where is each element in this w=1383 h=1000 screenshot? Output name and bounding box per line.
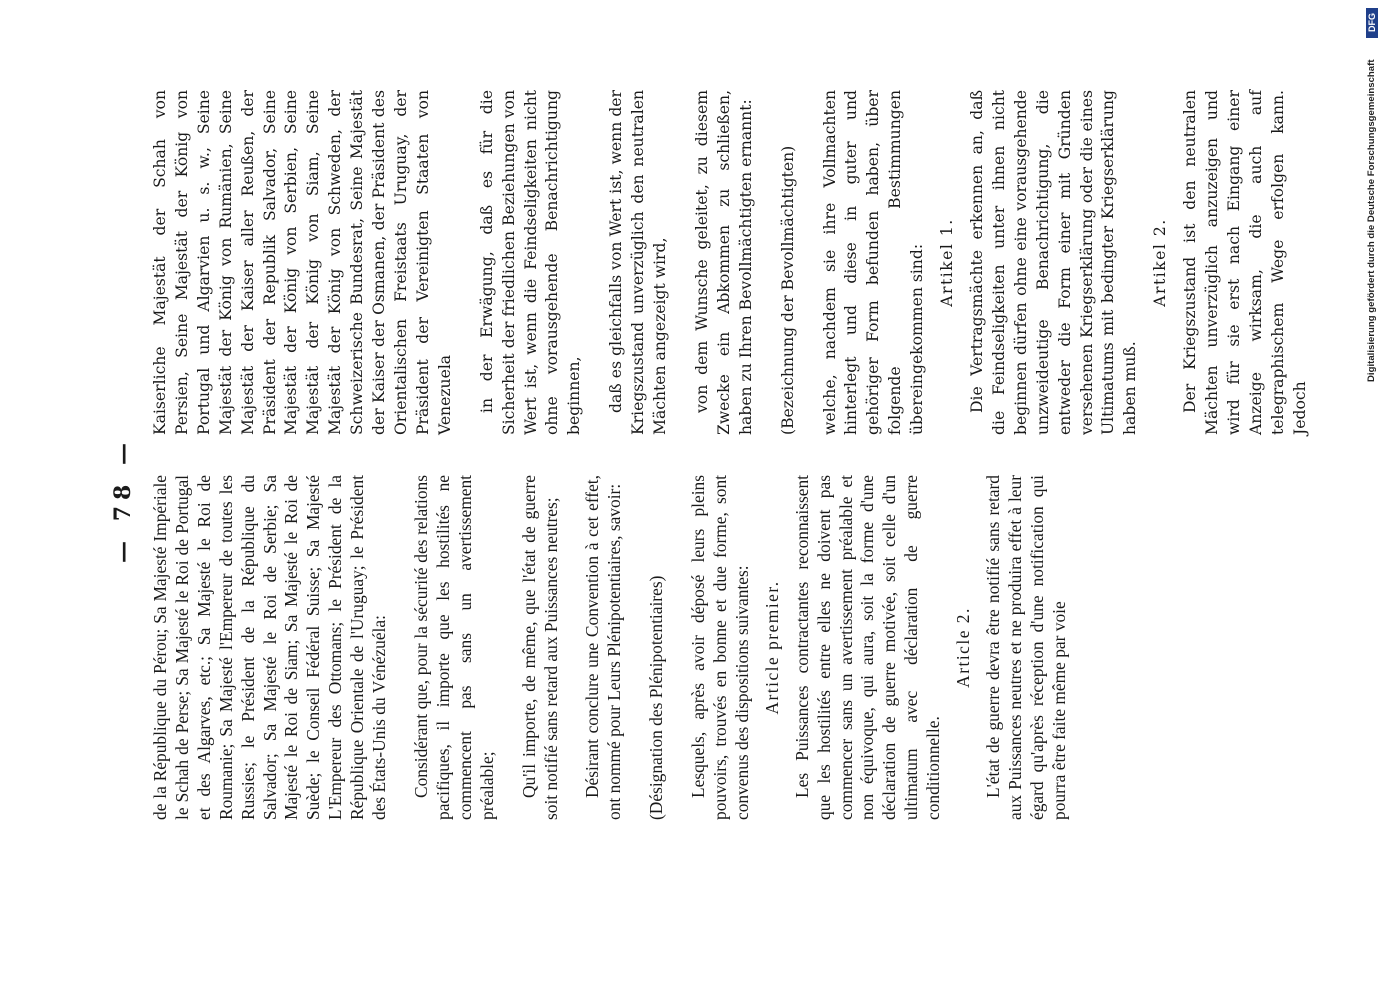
paragraph-spacer [457,90,477,435]
paragraph-spacer [562,475,582,820]
paragraph-spacer [1142,90,1150,435]
paragraph-spacer [499,475,519,820]
text-paragraph: daß es gleichfalls von Wert ist, wenn der Kriegszustand unverzüglich den neutralen Mächten angezeigt wird, [607,90,670,435]
text-paragraph: Kaiserliche Majestät der Schah von Persien, Seine Majestät der König von Portugal und Algarvien u. s. w., Seine Majestät der König von Rumänien, Seine Majestät der Kaiser aller Reußen, der Präsident der Republik Salvador, Seine Majestät der König von Serbien, Seine Majestät der König von Siam, Seine Majestät der König von Schweden, der Schweizerische Bundesrat, Seine Majestät der Kaiser der Osmanen, der Präsident des Orientalischen Freistaats Uruguay, der Präsident der Vereinigten Staaten von Venezuela [151,90,454,435]
article-heading: Artikel 1. [938,218,957,307]
paragraph-spacer [800,90,820,435]
text-paragraph: welche, nachdem sie ihre Vollmachten hinterlegt und diese in guter und gehöriger Form befunden haben, über folgende Bestimmungen übereingekommen sind: [820,90,927,435]
text-paragraph: Der Kriegszustand ist den neutralen Mächten unverzüglich anzuzeigen und wird für sie erst nach Eingang einer Anzeige wirksam, die auch auf telegraphischem Wege erfolgen kann. Jedoch [1181,90,1309,435]
paragraph-spacer [959,90,967,435]
text-paragraph: Désirant conclure une Convention à cet effet, ont nommé pour Leurs Plénipotentiaires, savoir: [582,475,625,820]
page-number: — 78 — [110,437,136,563]
article-heading: Article 2. [953,607,974,688]
text-paragraph: Qu'il importe, de même, que l'état de guerre soit notifié sans retard aux Puissances neutres; [518,475,561,820]
text-paragraph: Les Puissances contractantes reconnaissent que les hostilités entre elles ne doivent pas commencer sans un avertissement préalable et non équivoque, qui aura, soit la forme d'une déclaration de guerre motivée, soit celle d'un ultimatum avec déclaration de guerre conditionnelle. [791,475,944,820]
paragraph-spacer [668,475,688,820]
text-paragraph: (Bezeichnung der Bevollmächtigten) [778,145,797,435]
text-paragraph: Considérant que, pour la sécurité des relations pacifiques, il importe que les hostilités ne commencent pas sans un avertissement préalable; [410,475,497,820]
text-paragraph: (Désignation des Plénipotentiaires) [646,575,667,820]
paragraph-spacer [672,90,692,435]
article-heading: Article premier. [761,580,782,715]
paragraph-spacer [945,475,953,820]
paragraph-spacer [1172,90,1180,435]
article-heading: Artikel 2. [1151,218,1170,307]
paragraph-spacer [391,475,411,820]
paragraph-spacer [754,475,762,820]
french-column [150,475,1071,820]
paragraph-spacer [586,90,606,435]
paragraph-spacer [626,475,646,820]
digitization-credit: Digitalisierung gefördert durch die Deutsche Forschungsgemeinschaft [1366,59,1377,382]
german-column [150,90,1312,435]
text-paragraph: Die Vertragsmächte erkennen an, daß die Feindseligkeiten unter ihnen nicht beginnen dürfen ohne eine vorausgehende unzweideutige Benachrichtigung, die entweder die Form einer mit Gründen versehenen Kriegserklärung oder die eines Ultimatums mit bedingter Kriegserklärung haben muß. [968,90,1140,435]
text-paragraph: de la République du Pérou; Sa Majesté Impériale le Schah de Perse; Sa Majesté le Roi de Portugal et des Algarves, etc.; Sa Majesté le Roi de Roumanie; Sa Majesté l'Empereur de toutes les Russies; le Président de la République du Salvador; Sa Majesté le Roi de Serbie; Sa Majesté le Roi de Siam; Sa Majesté le Roi de Suède; le Conseil Fédéral Suisse; Sa Majesté L'Empereur des Ottomans; le Président de la République Orientale de l'Uruguay; le Président des États-Unis du Vénézuéla: [150,475,390,820]
paragraph-spacer [929,90,937,435]
paragraph-spacer [975,475,983,820]
paragraph-spacer [784,475,792,820]
text-paragraph: L'état de guerre devra être notifié sans retard aux Puissances neutres et ne produira effet à leur égard qu'après réception d'une notification qui pourra être faite même par voie [983,475,1069,820]
text-paragraph: Lesquels, après avoir déposé leurs pleins pouvoirs, trouvés en bonne et due forme, sont convenus des dispositions suivantes: [688,475,752,820]
paragraph-spacer [758,90,778,435]
text-paragraph: von dem Wunsche geleitet, zu diesem Zwecke ein Abkommen zu schließen, haben zu Ihren Bevollmächtigten ernannt: [692,90,755,435]
text-paragraph: in der Erwägung, daß es für die Sicherheit der friedlichen Beziehungen von Wert ist, wenn die Feindseligkeiten nicht ohne vorausgehende Benachrichtigung beginnen, [477,90,584,435]
dfg-logo: DFG [1366,8,1378,38]
